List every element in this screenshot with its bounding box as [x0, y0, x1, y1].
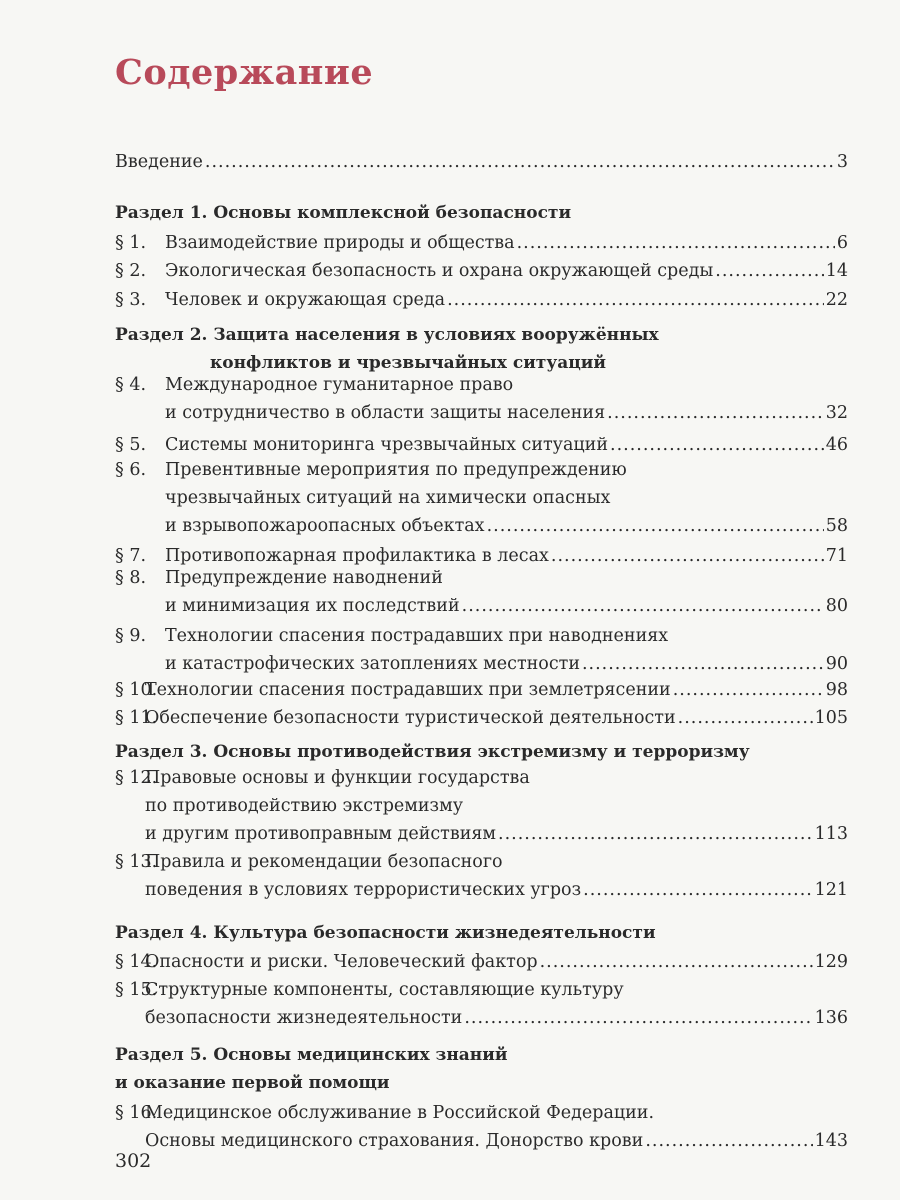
toc-entry[interactable]	[115, 286, 848, 314]
entry-page-number: 46	[825, 435, 848, 455]
leader-dots	[610, 431, 824, 459]
section-title-line: и оказание первой помощи	[115, 1073, 390, 1093]
leader-dots	[582, 650, 824, 678]
toc-entry-line	[115, 564, 848, 592]
entry-text: Медицинское обслуживание в Российской Федерации.	[145, 1103, 655, 1123]
toc-entry-line	[145, 1004, 848, 1032]
entry-text: безопасности жизнедеятельности	[145, 1008, 463, 1028]
toc-entry-line	[115, 1099, 848, 1127]
section-number: § 16.	[115, 1103, 158, 1123]
toc-entry-line	[165, 512, 848, 540]
entry-line-wrap	[115, 592, 848, 620]
toc-entry-line	[145, 1127, 848, 1155]
entry-line-wrap	[115, 948, 848, 976]
section-title-line: Раздел 4. Культура безопасности жизнедеятельности	[115, 923, 656, 943]
entry-text: Структурные компоненты, составляющие культуру	[145, 980, 624, 1000]
toc-entry-line	[115, 676, 848, 704]
toc-entry-line	[115, 764, 848, 792]
section-number: § 13.	[115, 852, 158, 872]
leader-dots	[517, 229, 835, 257]
section-number: § 5.	[115, 435, 147, 455]
toc-entry-line	[115, 792, 848, 820]
entry-line-wrap	[115, 676, 848, 704]
entry-line-wrap	[115, 257, 848, 285]
toc-entry-line	[115, 948, 848, 976]
section-number: § 9.	[115, 626, 147, 646]
toc-entry-line	[115, 484, 848, 512]
toc-entry-line	[115, 229, 848, 257]
entry-text: Предупреждение наводнений	[165, 568, 443, 588]
toc-entry-line	[115, 431, 848, 459]
section-title-line: Раздел 1. Основы комплексной безопасности	[115, 203, 572, 223]
section-title-line: Раздел 5. Основы медицинских знаний	[115, 1045, 508, 1065]
toc-entry-line	[145, 876, 848, 904]
entry-text: и другим противоправным действиям	[145, 824, 497, 844]
toc-entry[interactable]	[115, 848, 848, 904]
entry-page-number: 3	[836, 152, 848, 172]
entry-page-number: 58	[825, 516, 848, 536]
page-title: Содержание	[115, 52, 374, 93]
section-number: § 10.	[115, 680, 158, 700]
entry-page-number: 113	[814, 824, 848, 844]
entry-text: Технологии спасения пострадавших при наводнениях	[165, 626, 669, 646]
entry-page-number: 6	[836, 233, 848, 253]
section-number: § 15.	[115, 980, 158, 1000]
toc-entry-line	[115, 456, 848, 484]
leader-dots	[673, 676, 824, 704]
entry-text: Человек и окружающая среда	[165, 290, 446, 310]
toc-entry[interactable]	[115, 764, 848, 848]
toc-entry-line	[165, 650, 848, 678]
leader-dots	[205, 148, 835, 176]
section-number: § 2.	[115, 261, 147, 281]
entry-text: Обеспечение безопасности туристической деятельности	[145, 708, 676, 728]
toc-entry[interactable]	[115, 622, 848, 678]
section-number: § 6.	[115, 460, 147, 480]
toc-entry[interactable]	[115, 704, 848, 732]
leader-dots	[678, 704, 813, 732]
entry-line-wrap	[115, 650, 848, 678]
section-heading	[115, 199, 848, 227]
entry-text: и катастрофических затоплениях местности	[165, 654, 580, 674]
toc-entry-line	[115, 976, 848, 1004]
leader-dots	[487, 512, 824, 540]
section-number: § 1.	[115, 233, 147, 253]
entry-page-number: 136	[814, 1008, 848, 1028]
section-number: § 7.	[115, 546, 147, 566]
entry-text: и минимизация их последствий	[165, 596, 460, 616]
entry-text: Международное гуманитарное право	[165, 375, 514, 395]
page-number: 302	[115, 1150, 152, 1172]
entry-line-wrap	[115, 399, 848, 427]
leader-dots	[583, 876, 812, 904]
entry-text: Противопожарная профилактика в лесах	[165, 546, 549, 566]
section-heading	[115, 919, 848, 947]
toc-entry-line	[115, 286, 848, 314]
leader-dots	[462, 592, 824, 620]
section-title-line: Раздел 3. Основы противодействия экстремизму и терроризму	[115, 742, 750, 762]
entry-line-wrap	[115, 820, 848, 848]
leader-dots	[540, 948, 813, 976]
entry-text: чрезвычайных ситуаций на химически опасных	[165, 488, 611, 508]
toc-entry-line	[165, 399, 848, 427]
section-number: § 3.	[115, 290, 147, 310]
entry-page-number: 71	[825, 546, 848, 566]
entry-page-number: 14	[825, 261, 848, 281]
entry-page-number: 22	[825, 290, 848, 310]
section-heading	[115, 321, 848, 377]
entry-page-number: 105	[814, 708, 848, 728]
entry-line-wrap	[115, 229, 848, 257]
entry-page-number: 80	[825, 596, 848, 616]
toc-entry[interactable]	[115, 257, 848, 285]
entry-text: Правила и рекомендации безопасного	[145, 852, 503, 872]
leader-dots	[498, 820, 813, 848]
leader-dots	[447, 286, 824, 314]
leader-dots	[645, 1127, 812, 1155]
entry-page-number: 98	[825, 680, 848, 700]
entry-text: и взрывопожароопасных объектах	[165, 516, 485, 536]
toc-entry[interactable]	[115, 229, 848, 257]
toc-entry-line	[115, 704, 848, 732]
entry-text: Правовые основы и функции государства	[145, 768, 530, 788]
entry-text: Опасности и риски. Человеческий фактор	[145, 952, 538, 972]
toc-entry[interactable]	[115, 456, 848, 540]
entry-text: Экологическая безопасность и охрана окружающей среды	[165, 261, 714, 281]
entry-text: Введение	[115, 152, 203, 172]
toc-entry-line	[115, 257, 848, 285]
section-number: § 12.	[115, 768, 158, 788]
entry-page-number: 129	[814, 952, 848, 972]
section-title-line: Раздел 2. Защита населения в условиях вооружённых	[115, 325, 659, 345]
entry-line-wrap	[115, 1127, 848, 1155]
section-title-line: конфликтов и чрезвычайных ситуаций	[210, 353, 607, 373]
leader-dots	[464, 1004, 812, 1032]
leader-dots	[715, 257, 823, 285]
leader-dots	[607, 399, 824, 427]
toc-entry-line	[115, 148, 848, 176]
section-number: § 4.	[115, 375, 147, 395]
toc-entry[interactable]	[115, 976, 848, 1032]
toc-entry[interactable]	[115, 431, 848, 459]
entry-text: Системы мониторинга чрезвычайных ситуаций	[165, 435, 608, 455]
section-number: § 8.	[115, 568, 147, 588]
toc-entry-introduction[interactable]	[115, 148, 848, 176]
entry-text: и сотрудничество в области защиты населения	[165, 403, 606, 423]
toc-entry[interactable]	[115, 371, 848, 427]
toc-entry[interactable]	[115, 948, 848, 976]
entry-line-wrap	[115, 286, 848, 314]
entry-text: Технологии спасения пострадавших при землетрясении	[145, 680, 671, 700]
toc-entry[interactable]	[115, 1099, 848, 1155]
section-number: § 11.	[115, 708, 158, 728]
entry-line-wrap	[115, 1004, 848, 1032]
toc-entry-line	[115, 622, 848, 650]
toc-entry-line	[165, 592, 848, 620]
entry-page-number: 90	[825, 654, 848, 674]
section-number: § 14.	[115, 952, 158, 972]
toc-entry-line	[115, 848, 848, 876]
entry-text: Превентивные мероприятия по предупреждению	[165, 460, 627, 480]
entry-text: по противодействию экстремизму	[145, 796, 463, 816]
entry-line-wrap	[115, 512, 848, 540]
toc-entry-line	[115, 371, 848, 399]
section-heading	[115, 1041, 848, 1097]
entry-text: Взаимодействие природы и общества	[165, 233, 515, 253]
toc-entry-line	[145, 820, 848, 848]
entry-page-number: 143	[814, 1131, 848, 1151]
entry-page-number: 121	[814, 880, 848, 900]
entry-page-number: 32	[825, 403, 848, 423]
entry-line-wrap	[115, 704, 848, 732]
toc-entry[interactable]	[115, 676, 848, 704]
toc-entry[interactable]	[115, 564, 848, 620]
entry-text: Основы медицинского страхования. Донорство крови	[145, 1131, 644, 1151]
entry-line-wrap	[115, 431, 848, 459]
entry-line-wrap	[115, 876, 848, 904]
entry-text: поведения в условиях террористических угроз	[145, 880, 582, 900]
section-heading	[115, 738, 848, 766]
